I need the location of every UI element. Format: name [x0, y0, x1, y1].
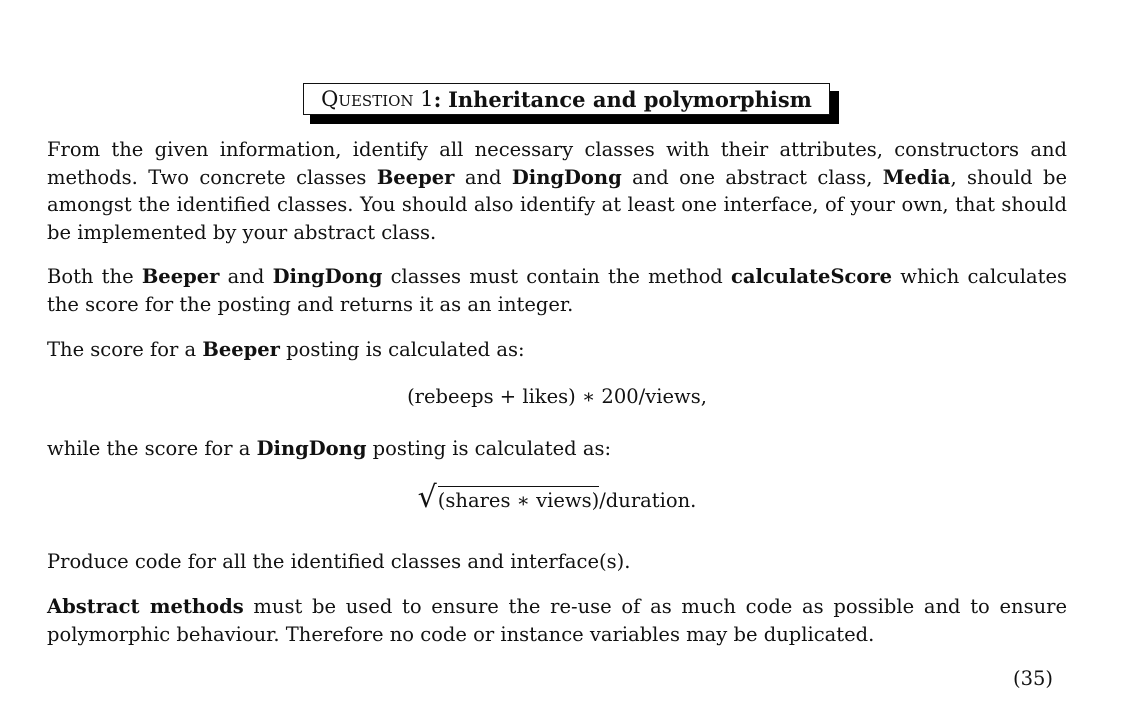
class-name-dingdong: DingDong: [272, 265, 383, 288]
class-name-media: Media: [882, 165, 951, 189]
paragraph-dingdong-score: while the score for a DingDong posting is calculated as:: [47, 437, 612, 460]
paragraph-classes: From the given information, identify all necessary classes with their attributes, constructors and methods. Two concrete classes Beeper and DingDong and one abstract class, Media, should be amongst the identified classes. You should also identify at least one interface, of your own, that should be implemented by your abstract class.: [47, 138, 1067, 244]
paragraph-abstract-methods: Abstract methods must be used to ensure the re-use of as much code as possible and to ensure polymorphic behaviour. Therefore no code or instance variables may be duplicated.: [47, 595, 1068, 646]
formula-dingdong-score: [0, 480, 1114, 515]
method-name-calculate-score: calculateScore: [731, 265, 893, 288]
abstract-methods-term: Abstract methods: [47, 595, 244, 618]
square-root-radicand: (shares ∗ views): [438, 486, 599, 512]
question-separator: :: [433, 86, 442, 112]
question-title: Inheritance and polymorphism: [448, 86, 812, 112]
formula-beeper-score: (rebeeps + likes) ∗ 200/views,: [407, 385, 707, 408]
question-heading-box: [303, 83, 830, 115]
class-name-beeper: Beeper: [141, 265, 220, 288]
paragraph-produce-code: Produce code for all the identified classes and interface(s).: [47, 550, 631, 573]
class-name-beeper: Beeper: [376, 165, 455, 189]
paragraph-beeper-score: The score for a Beeper posting is calculated as:: [47, 338, 525, 361]
class-name-beeper: Beeper: [202, 338, 280, 361]
square-root: [417, 480, 600, 515]
class-name-dingdong: DingDong: [511, 165, 622, 189]
question-marks: (35): [1012, 667, 1053, 690]
square-root-sign: √: [417, 480, 437, 515]
formula-divisor: /duration.: [599, 489, 697, 512]
class-name-dingdong: DingDong: [256, 437, 367, 460]
question-number: Question 1: [321, 87, 434, 111]
paragraph-calculate-score: Both the Beeper and DingDong classes must contain the method calculateScore which calculates the score for the posting and returns it as an integer.: [47, 265, 1067, 316]
